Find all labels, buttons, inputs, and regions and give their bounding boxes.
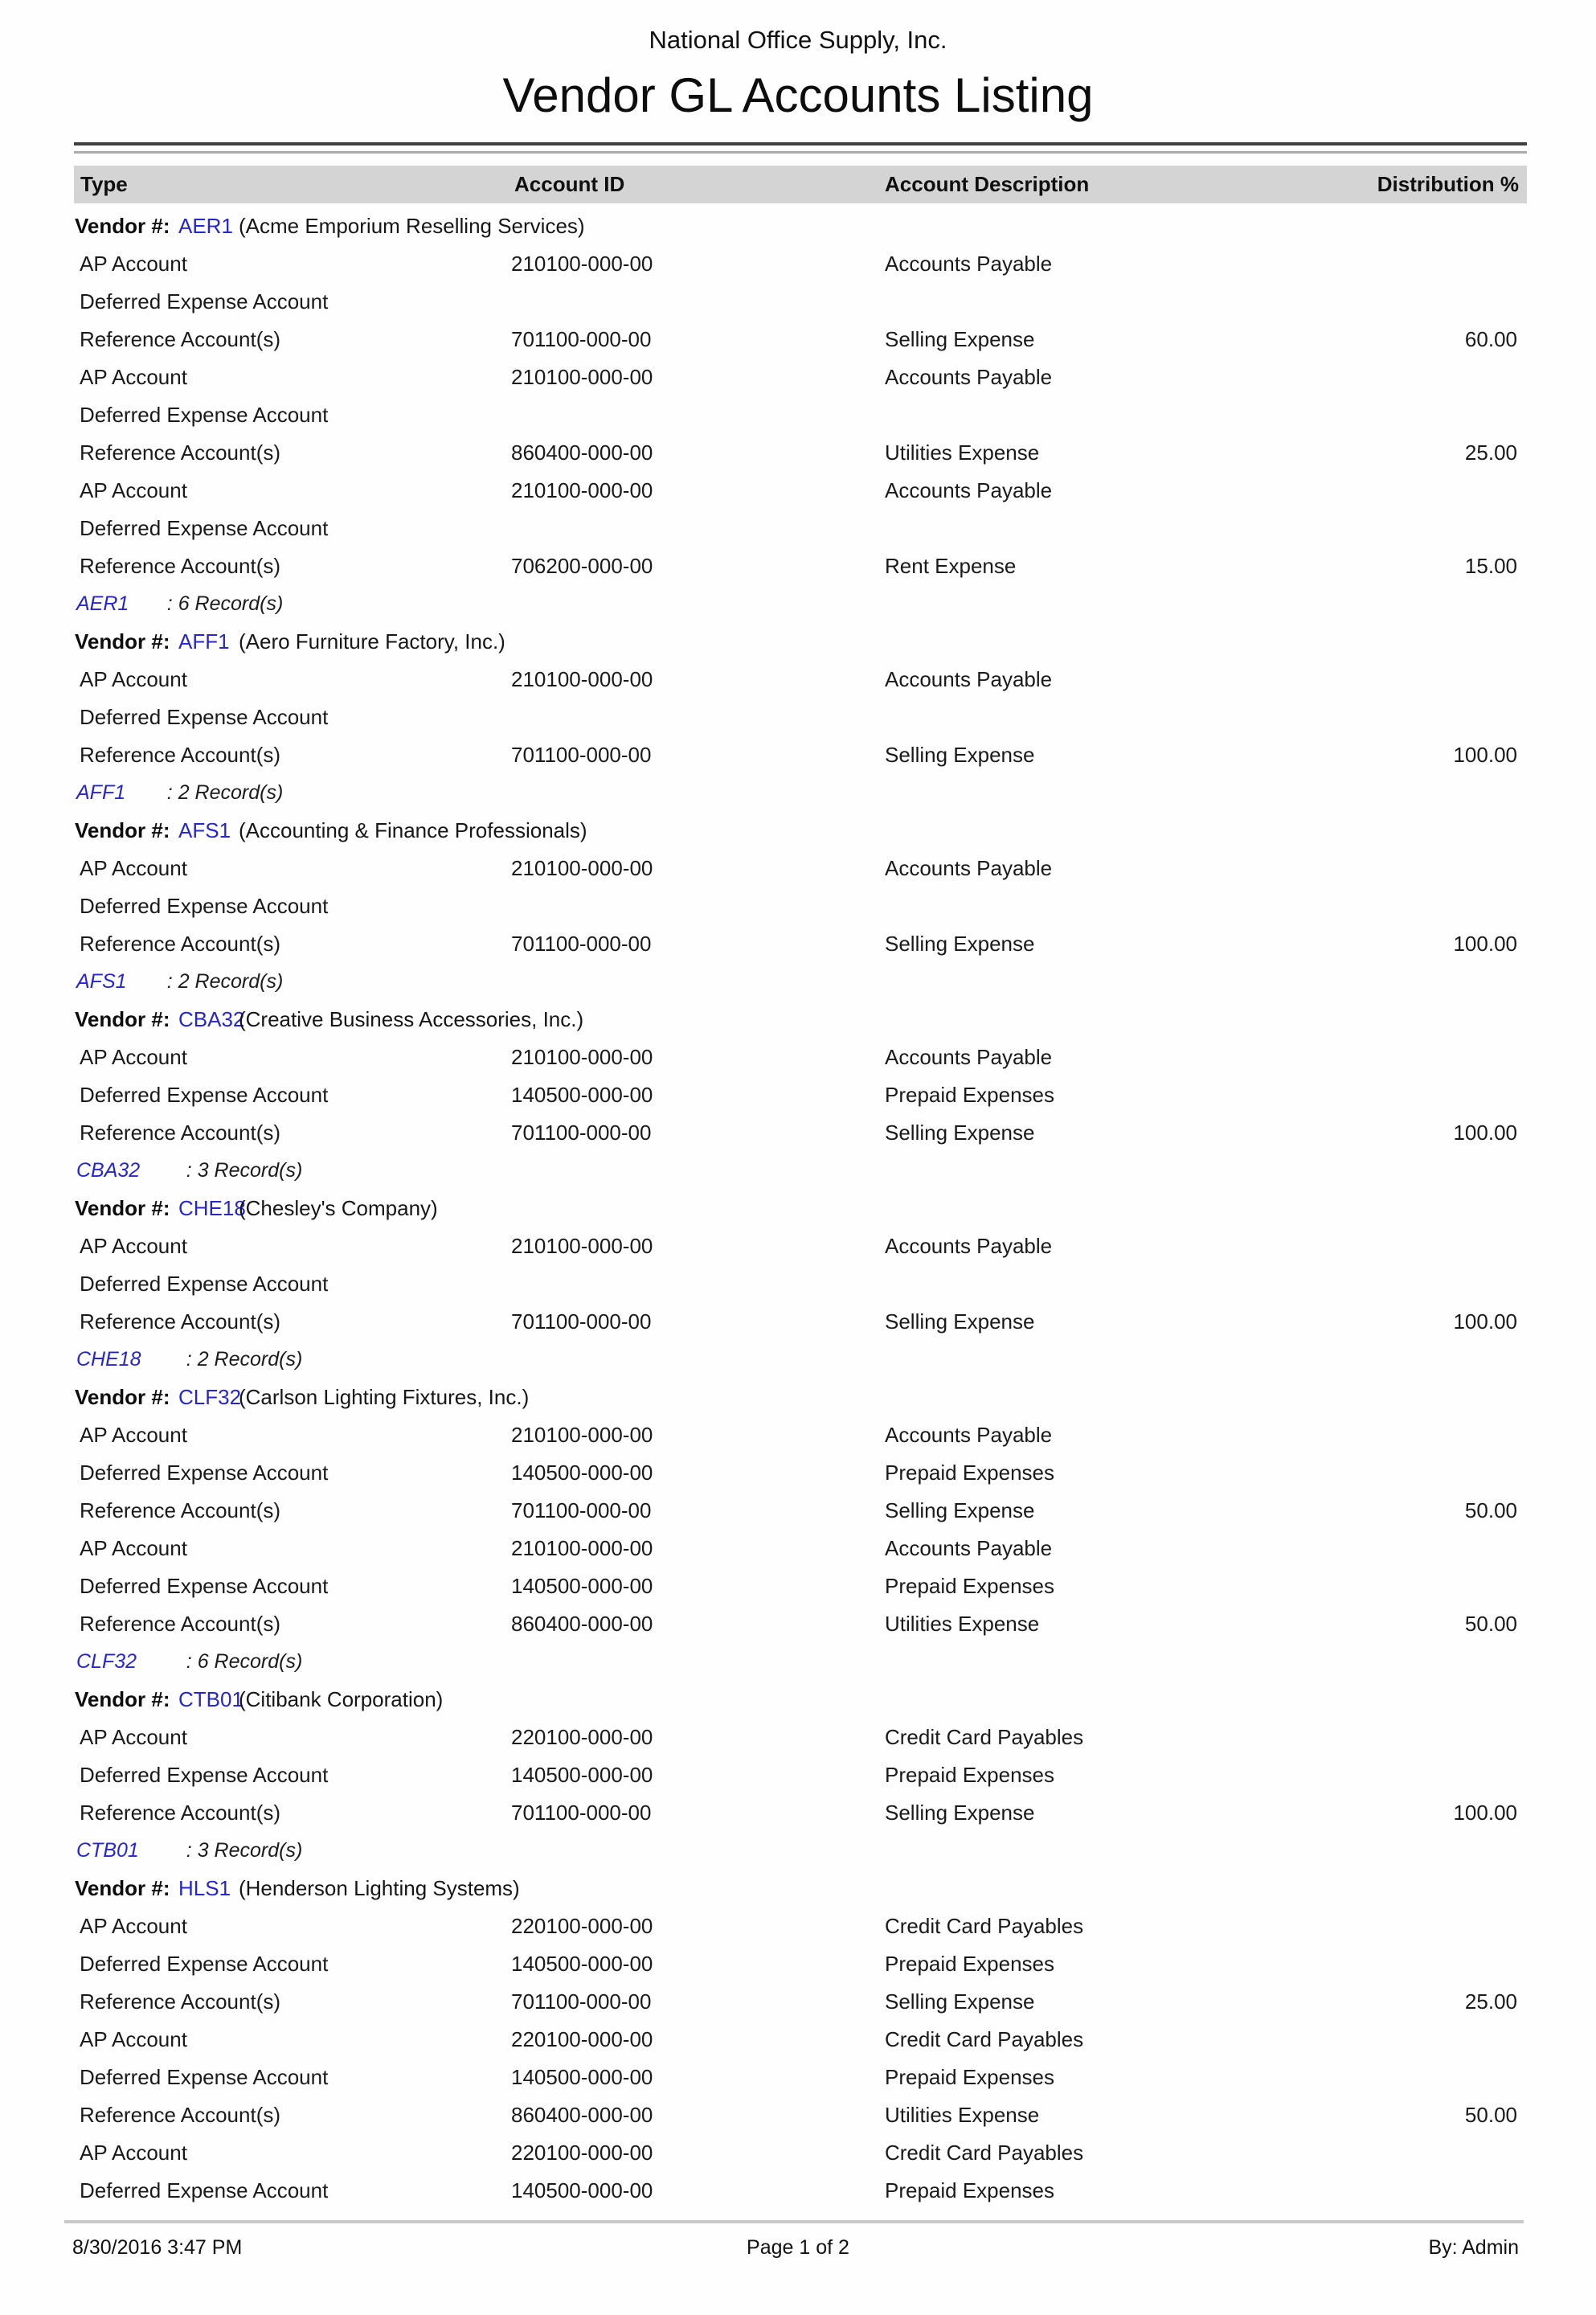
account-row	[0, 2059, 1596, 2096]
footer-page-number: Page 1 of 2	[747, 2236, 849, 2259]
account-row	[0, 1076, 1596, 1114]
account-description-cell: Prepaid Expenses	[885, 1952, 1055, 1976]
account-id-cell: 140500-000-00	[511, 2065, 653, 2089]
account-description-cell: Accounts Payable	[885, 1536, 1053, 1560]
account-description-cell: Accounts Payable	[885, 667, 1053, 691]
account-type-cell: Reference Account(s)	[80, 1612, 281, 1636]
account-id-cell: 860400-000-00	[511, 440, 653, 465]
account-description-cell: Prepaid Expenses	[885, 1574, 1055, 1598]
account-row	[0, 1039, 1596, 1076]
vendor-number-label: Vendor #:	[75, 1876, 170, 1900]
account-type-cell: Deferred Expense Account	[80, 1461, 329, 1485]
account-description-cell: Utilities Expense	[885, 2103, 1040, 2127]
account-description-cell: Credit Card Payables	[885, 2141, 1084, 2165]
vendor-code: AFF1	[178, 629, 230, 654]
account-type-cell: AP Account	[80, 1045, 187, 1069]
account-id-cell: 701100-000-00	[511, 932, 652, 956]
account-type-cell: Deferred Expense Account	[80, 1952, 329, 1976]
account-row	[0, 1719, 1596, 1756]
account-type-cell: Deferred Expense Account	[80, 2178, 329, 2202]
vendor-number-label: Vendor #:	[75, 214, 170, 238]
account-row	[0, 850, 1596, 887]
account-description-cell: Accounts Payable	[885, 252, 1053, 276]
account-type-cell: AP Account	[80, 365, 187, 389]
divider-thick	[74, 142, 1527, 145]
distribution-cell: 25.00	[1464, 440, 1517, 465]
account-description-cell: Prepaid Expenses	[885, 1763, 1055, 1787]
account-type-cell: Reference Account(s)	[80, 440, 281, 465]
account-id-cell: 701100-000-00	[511, 1498, 652, 1522]
table-header-row	[74, 166, 1527, 203]
record-count-vendor-code: AFF1	[76, 781, 126, 804]
vendor-header-row	[0, 623, 1596, 661]
account-description-cell: Accounts Payable	[885, 856, 1053, 880]
account-description-cell: Accounts Payable	[885, 1423, 1053, 1447]
account-row	[0, 510, 1596, 547]
account-type-cell: Reference Account(s)	[80, 1121, 281, 1145]
record-count-row	[0, 774, 1596, 812]
vendor-name: (Carlson Lighting Fixtures, Inc.)	[239, 1385, 530, 1409]
account-id-cell: 220100-000-00	[511, 2027, 653, 2051]
record-count-text: : 2 Record(s)	[166, 781, 284, 804]
account-type-cell: AP Account	[80, 856, 187, 880]
vendor-number-label: Vendor #:	[75, 1385, 170, 1409]
account-type-cell: Reference Account(s)	[80, 932, 281, 956]
account-description-cell: Accounts Payable	[885, 1045, 1053, 1069]
account-row	[0, 736, 1596, 774]
account-row	[0, 699, 1596, 736]
account-type-cell: Reference Account(s)	[80, 554, 281, 578]
account-id-cell: 210100-000-00	[511, 1045, 653, 1069]
account-description-cell: Accounts Payable	[885, 478, 1053, 502]
account-id-cell: 210100-000-00	[511, 478, 653, 502]
account-id-cell: 140500-000-00	[511, 2178, 653, 2202]
account-type-cell: Deferred Expense Account	[80, 705, 329, 729]
vendor-name: (Chesley's Company)	[239, 1196, 438, 1220]
vendor-number-label: Vendor #:	[75, 818, 170, 842]
distribution-cell: 100.00	[1453, 1801, 1517, 1825]
account-type-cell: Deferred Expense Account	[80, 1574, 329, 1598]
account-type-cell: AP Account	[80, 1234, 187, 1258]
account-type-cell: AP Account	[80, 478, 187, 502]
account-row	[0, 283, 1596, 321]
account-id-cell: 140500-000-00	[511, 1763, 653, 1787]
account-description-cell: Utilities Expense	[885, 440, 1040, 465]
account-id-cell: 140500-000-00	[511, 1952, 653, 1976]
vendor-code: AFS1	[178, 818, 231, 842]
account-row	[0, 1756, 1596, 1794]
footer-divider	[64, 2220, 1524, 2223]
account-type-cell: AP Account	[80, 1914, 187, 1938]
distribution-cell: 100.00	[1453, 1309, 1517, 1334]
distribution-cell: 15.00	[1464, 554, 1517, 578]
account-row	[0, 1416, 1596, 1454]
vendor-name: (Henderson Lighting Systems)	[239, 1876, 520, 1900]
account-description-cell: Selling Expense	[885, 743, 1035, 767]
account-type-cell: AP Account	[80, 667, 187, 691]
account-row	[0, 396, 1596, 434]
account-row	[0, 1945, 1596, 1983]
account-row	[0, 661, 1596, 699]
account-type-cell: AP Account	[80, 2141, 187, 2165]
record-count-vendor-code: CHE18	[76, 1348, 141, 1371]
divider-thin	[74, 151, 1527, 154]
account-id-cell: 860400-000-00	[511, 1612, 653, 1636]
account-row	[0, 887, 1596, 925]
account-description-cell: Prepaid Expenses	[885, 1083, 1055, 1107]
vendor-code: CTB01	[178, 1687, 243, 1711]
account-row	[0, 359, 1596, 396]
account-row	[0, 2096, 1596, 2134]
account-id-cell: 210100-000-00	[511, 1423, 653, 1447]
account-row	[0, 547, 1596, 585]
column-header-type: Type	[80, 172, 128, 196]
account-row	[0, 1605, 1596, 1643]
distribution-cell: 100.00	[1453, 1121, 1517, 1145]
account-id-cell: 140500-000-00	[511, 1574, 653, 1598]
distribution-cell: 100.00	[1453, 743, 1517, 767]
account-type-cell: Deferred Expense Account	[80, 1763, 329, 1787]
record-count-text: : 3 Record(s)	[186, 1159, 303, 1182]
account-id-cell: 210100-000-00	[511, 1536, 653, 1560]
account-id-cell: 210100-000-00	[511, 1234, 653, 1258]
account-row	[0, 925, 1596, 963]
record-count-row	[0, 963, 1596, 1001]
account-type-cell: Deferred Expense Account	[80, 1272, 329, 1296]
vendor-code: AER1	[178, 214, 233, 238]
account-description-cell: Selling Expense	[885, 932, 1035, 956]
account-description-cell: Rent Expense	[885, 554, 1017, 578]
vendor-header-row	[0, 1681, 1596, 1719]
account-description-cell: Selling Expense	[885, 1801, 1035, 1825]
account-description-cell: Accounts Payable	[885, 365, 1053, 389]
record-count-text: : 2 Record(s)	[166, 970, 284, 993]
account-id-cell: 701100-000-00	[511, 327, 652, 351]
page-footer	[0, 2231, 1596, 2264]
vendor-code: CBA32	[178, 1007, 245, 1031]
account-type-cell: Reference Account(s)	[80, 1498, 281, 1522]
account-description-cell: Selling Expense	[885, 1309, 1035, 1334]
vendor-number-label: Vendor #:	[75, 1687, 170, 1711]
account-type-cell: AP Account	[80, 1725, 187, 1749]
account-description-cell: Accounts Payable	[885, 1234, 1053, 1258]
distribution-cell: 100.00	[1453, 932, 1517, 956]
account-type-cell: AP Account	[80, 252, 187, 276]
account-type-cell: Deferred Expense Account	[80, 289, 329, 313]
account-type-cell: Reference Account(s)	[80, 327, 281, 351]
account-id-cell: 140500-000-00	[511, 1083, 653, 1107]
account-description-cell: Prepaid Expenses	[885, 1461, 1055, 1485]
vendor-header-row	[0, 1001, 1596, 1039]
account-row	[0, 472, 1596, 510]
account-id-cell: 220100-000-00	[511, 1725, 653, 1749]
vendor-number-label: Vendor #:	[75, 1196, 170, 1220]
vendor-code: CHE18	[178, 1196, 246, 1220]
account-type-cell: Reference Account(s)	[80, 743, 281, 767]
record-count-text: : 6 Record(s)	[186, 1650, 303, 1673]
account-description-cell: Selling Expense	[885, 1498, 1035, 1522]
account-type-cell: AP Account	[80, 1423, 187, 1447]
account-id-cell: 860400-000-00	[511, 2103, 653, 2127]
record-count-row	[0, 1643, 1596, 1681]
account-type-cell: Reference Account(s)	[80, 2103, 281, 2127]
footer-datetime: 8/30/2016 3:47 PM	[72, 2236, 243, 2259]
account-description-cell: Selling Expense	[885, 1121, 1035, 1145]
account-row	[0, 1983, 1596, 2021]
account-type-cell: Reference Account(s)	[80, 1989, 281, 2014]
record-count-row	[0, 585, 1596, 623]
account-id-cell: 210100-000-00	[511, 252, 653, 276]
account-description-cell: Prepaid Expenses	[885, 2178, 1055, 2202]
account-id-cell: 701100-000-00	[511, 1801, 652, 1825]
distribution-cell: 60.00	[1464, 327, 1517, 351]
record-count-vendor-code: CBA32	[76, 1159, 141, 1182]
account-description-cell: Selling Expense	[885, 327, 1035, 351]
vendor-name: (Accounting & Finance Professionals)	[239, 818, 587, 842]
account-row	[0, 1907, 1596, 1945]
column-header-account-id: Account ID	[514, 172, 625, 196]
vendor-name: (Acme Emporium Reselling Services)	[239, 214, 585, 238]
account-description-cell: Credit Card Payables	[885, 1725, 1084, 1749]
record-count-vendor-code: AFS1	[76, 970, 127, 993]
account-row	[0, 1492, 1596, 1530]
account-id-cell: 210100-000-00	[511, 856, 653, 880]
account-description-cell: Utilities Expense	[885, 1612, 1040, 1636]
record-count-text: : 6 Record(s)	[166, 592, 284, 615]
account-row	[0, 1530, 1596, 1567]
report-title: Vendor GL Accounts Listing	[502, 68, 1094, 122]
account-type-cell: Reference Account(s)	[80, 1309, 281, 1334]
record-count-vendor-code: CTB01	[76, 1839, 139, 1862]
vendor-header-row	[0, 812, 1596, 850]
account-row	[0, 1114, 1596, 1152]
vendor-name: (Citibank Corporation)	[239, 1687, 444, 1711]
account-row	[0, 1227, 1596, 1265]
vendor-name: (Creative Business Accessories, Inc.)	[239, 1007, 584, 1031]
account-type-cell: AP Account	[80, 2027, 187, 2051]
account-id-cell: 220100-000-00	[511, 2141, 653, 2165]
account-id-cell: 210100-000-00	[511, 667, 653, 691]
account-id-cell: 210100-000-00	[511, 365, 653, 389]
account-row	[0, 1303, 1596, 1341]
company-name: National Office Supply, Inc.	[649, 26, 947, 54]
account-id-cell: 220100-000-00	[511, 1914, 653, 1938]
account-row	[0, 2134, 1596, 2172]
vendor-code: CLF32	[178, 1385, 242, 1409]
account-row	[0, 2021, 1596, 2059]
account-type-cell: Deferred Expense Account	[80, 1083, 329, 1107]
table-body	[0, 207, 1596, 2210]
vendor-header-row	[0, 207, 1596, 245]
account-row	[0, 1265, 1596, 1303]
account-description-cell: Prepaid Expenses	[885, 2065, 1055, 2089]
account-row	[0, 434, 1596, 472]
vendor-header-row	[0, 1379, 1596, 1416]
account-id-cell: 701100-000-00	[511, 743, 652, 767]
record-count-text: : 3 Record(s)	[186, 1839, 303, 1862]
account-type-cell: Deferred Expense Account	[80, 894, 329, 918]
account-row	[0, 1454, 1596, 1492]
vendor-number-label: Vendor #:	[75, 1007, 170, 1031]
vendor-number-label: Vendor #:	[75, 629, 170, 654]
account-type-cell: Deferred Expense Account	[80, 516, 329, 540]
account-type-cell: Deferred Expense Account	[80, 2065, 329, 2089]
footer-user: By: Admin	[1428, 2236, 1519, 2259]
account-id-cell: 701100-000-00	[511, 1121, 652, 1145]
distribution-cell: 50.00	[1464, 2103, 1517, 2127]
distribution-cell: 25.00	[1464, 1989, 1517, 2014]
account-description-cell: Credit Card Payables	[885, 2027, 1084, 2051]
distribution-cell: 50.00	[1464, 1612, 1517, 1636]
account-description-cell: Credit Card Payables	[885, 1914, 1084, 1938]
column-header-account-description: Account Description	[885, 172, 1090, 196]
account-description-cell: Selling Expense	[885, 1989, 1035, 2014]
column-header-distribution: Distribution %	[1377, 172, 1519, 196]
account-row	[0, 1567, 1596, 1605]
account-row	[0, 321, 1596, 359]
distribution-cell: 50.00	[1464, 1498, 1517, 1522]
record-count-row	[0, 1152, 1596, 1190]
account-row	[0, 1794, 1596, 1832]
record-count-vendor-code: CLF32	[76, 1650, 137, 1673]
vendor-header-row	[0, 1870, 1596, 1907]
record-count-row	[0, 1832, 1596, 1870]
vendor-name: (Aero Furniture Factory, Inc.)	[239, 629, 505, 654]
account-id-cell: 140500-000-00	[511, 1461, 653, 1485]
account-type-cell: Reference Account(s)	[80, 1801, 281, 1825]
record-count-vendor-code: AER1	[76, 592, 129, 615]
record-count-row	[0, 1341, 1596, 1379]
account-row	[0, 245, 1596, 283]
vendor-header-row	[0, 1190, 1596, 1227]
account-id-cell: 701100-000-00	[511, 1989, 652, 2014]
account-id-cell: 701100-000-00	[511, 1309, 652, 1334]
vendor-code: HLS1	[178, 1876, 231, 1900]
account-type-cell: Deferred Expense Account	[80, 403, 329, 427]
record-count-text: : 2 Record(s)	[186, 1348, 303, 1371]
account-row	[0, 2172, 1596, 2210]
account-type-cell: AP Account	[80, 1536, 187, 1560]
account-id-cell: 706200-000-00	[511, 554, 653, 578]
